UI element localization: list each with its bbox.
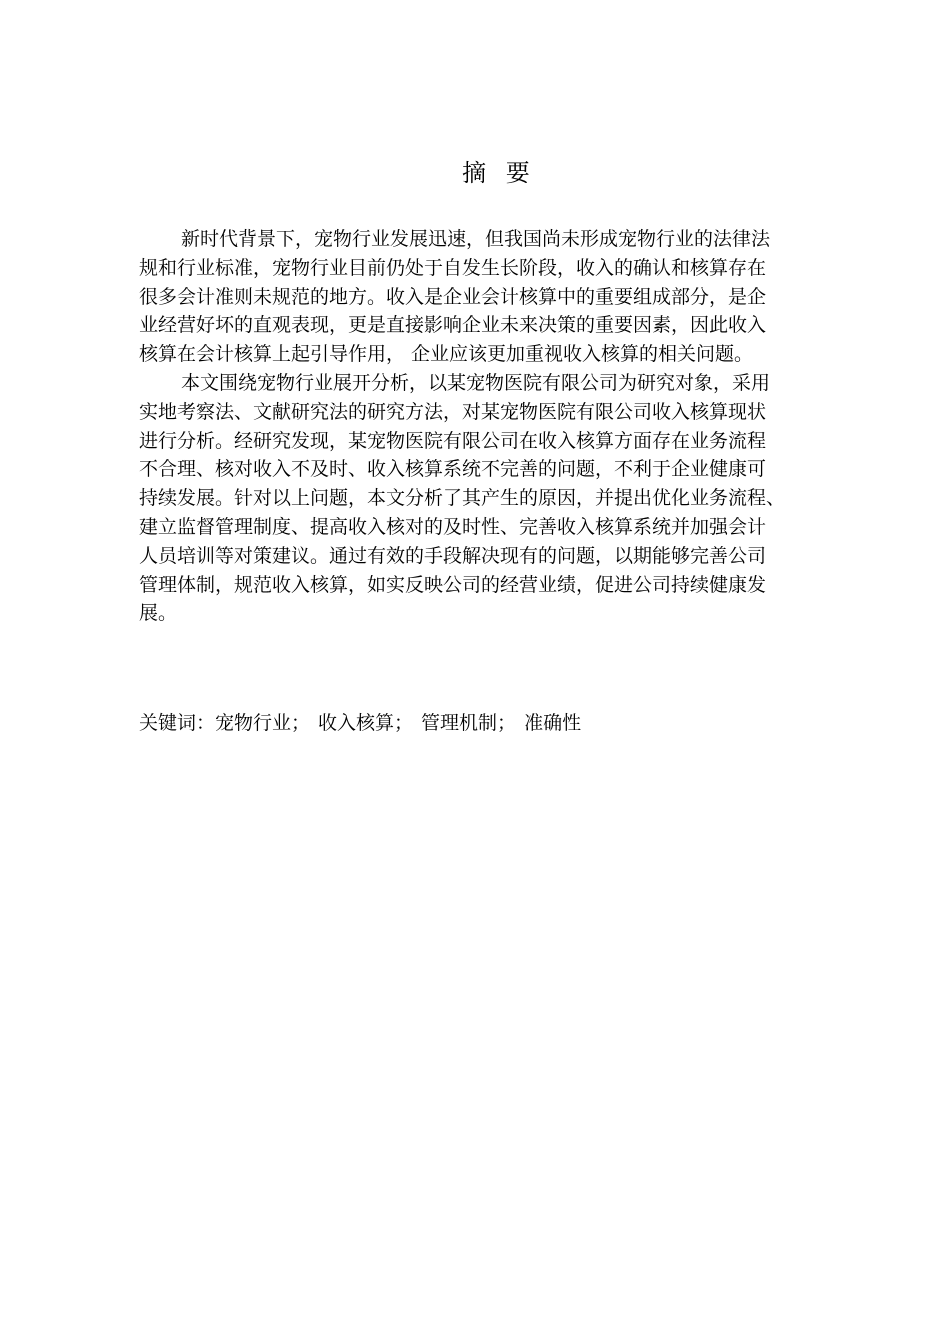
paragraph-1: [139, 225, 865, 369]
abstract-body: [139, 225, 865, 628]
paragraph-line: 本文围绕宠物行业展开分析，以某宠物医院有限公司为研究对象，采用: [181, 371, 771, 394]
paragraph-line: 管理体制，规范收入核算，如实反映公司的经营业绩，促进公司持续健康发: [139, 573, 767, 596]
paragraph-line: 业经营好坏的直观表现，更是直接影响企业未来决策的重要因素，因此收入: [139, 314, 767, 337]
paragraph-line: 人员培训等对策建议。通过有效的手段解决现有的问题，以期能够完善公司: [139, 544, 767, 567]
keyword: 宠物行业；: [215, 712, 311, 734]
paragraph-line: 建立监督管理制度、提高收入核对的及时性、完善收入核算系统并加强会计: [139, 515, 767, 538]
paragraph-line: 规和行业标准，宠物行业目前仍处于自发生长阶段，收入的确认和核算存在: [139, 256, 767, 279]
keywords-line: [139, 707, 589, 739]
paragraph-2: [139, 369, 865, 628]
paragraph-line: 新时代背景下，宠物行业发展迅速，但我国尚未形成宠物行业的法律法: [181, 228, 771, 250]
page-title: 摘 要: [462, 159, 536, 187]
paragraph-line: 实地考察法、文献研究法的研究方法，对某宠物医院有限公司收入核算现状: [139, 400, 767, 423]
paragraph-line: 持续发展。针对以上问题，本文分析了其产生的原因，并提出优化业务流程、: [139, 487, 786, 510]
paragraph-line: 展。: [139, 602, 178, 625]
paragraph-line: 核算在会计核算上起引导作用， 企业应该更加重视收入核算的相关问题。: [139, 343, 754, 366]
paragraph-line: 不合理、核对收入不及时、收入核算系统不完善的问题，不利于企业健康可: [139, 458, 767, 481]
paragraph-line: 进行分析。经研究发现，某宠物医院有限公司在收入核算方面存在业务流程: [139, 429, 767, 452]
keyword: 管理机制；: [421, 712, 517, 734]
keyword: 准确性: [524, 712, 582, 734]
keyword: 收入核算；: [318, 712, 414, 734]
keywords-label: 关键词：: [139, 712, 216, 734]
paragraph-line: 很多会计准则未规范的地方。收入是企业会计核算中的重要组成部分，是企: [139, 285, 767, 308]
